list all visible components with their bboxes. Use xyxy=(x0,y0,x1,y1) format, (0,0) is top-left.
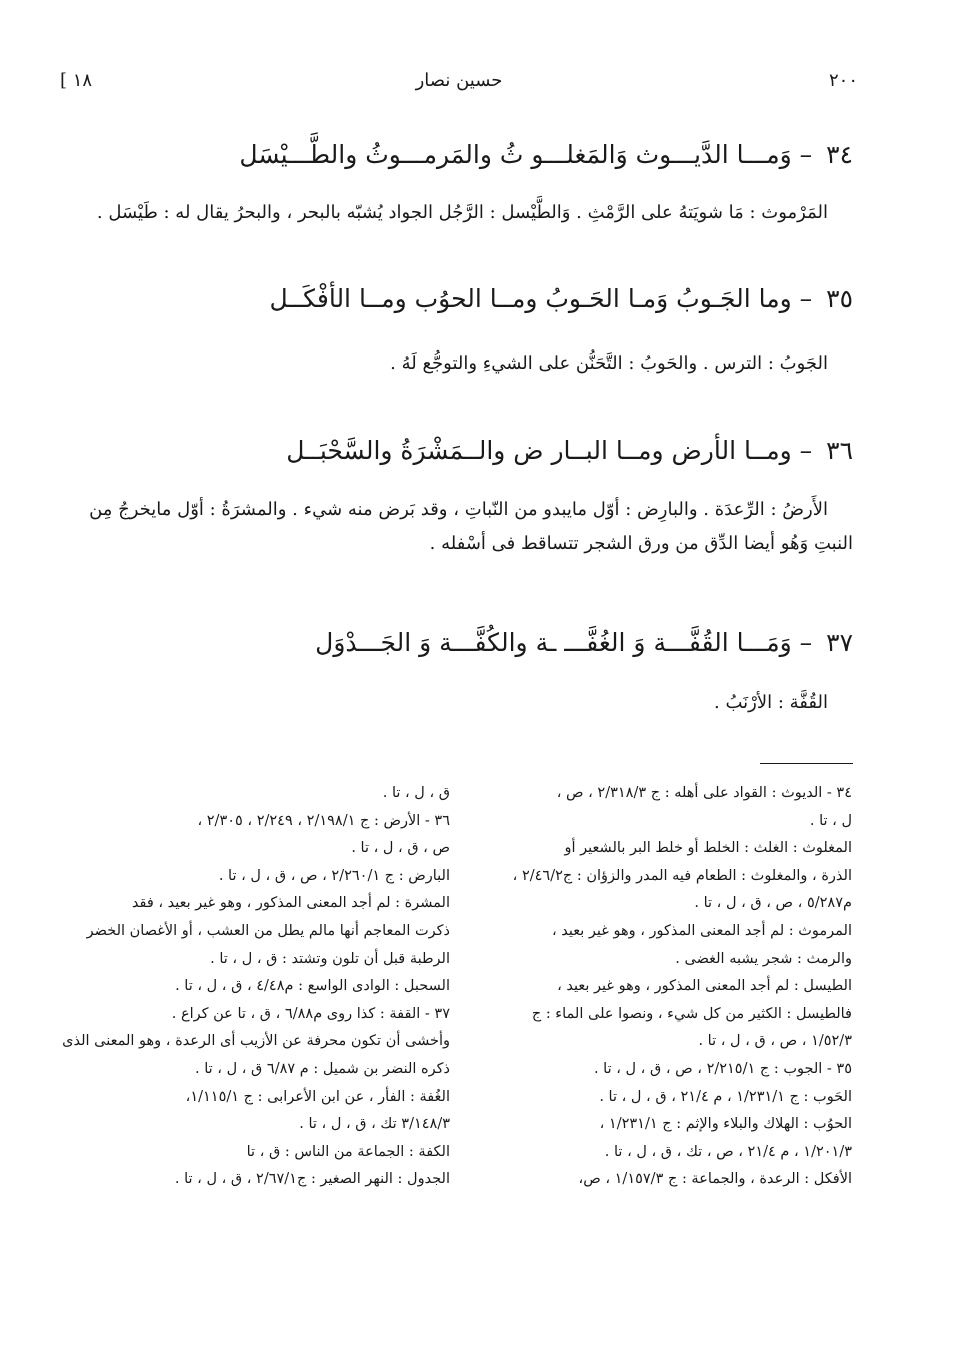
footnote-line: ٣٦ - الأرض : ج ٢/١٩٨/١ ، ٢/٢٤٩ ، ٢/٣٠٥ ، xyxy=(197,812,450,829)
footnote-line: ٣/١٤٨/٣ تك ، ق ، ل ، تا . xyxy=(299,1116,450,1133)
footnote-line: ل ، تا . xyxy=(809,812,852,829)
footnote-line: ١/٢٠١/٣ ، م ٢١/٤ ، ص ، تك ، ق ، ل ، تا . xyxy=(604,1143,852,1160)
verse-text: وَمـــا الدَّيـــوث وَالمَغلـــو ثُ والمَرمـــوثُ والطَّـــيْسَل xyxy=(239,140,792,169)
footnote-line: السحبل : الوادى الواسع : م٤/٤٨ ، ق ، ل ، تا . xyxy=(175,978,450,995)
verse-36 xyxy=(130,436,853,465)
footnote-line: ذكرت المعاجم أنها مالم يطل من العشب ، أو الأغصان الخضر xyxy=(86,922,450,939)
footnote-line: الرطبة قبل أن تلون وتشتد : ق ، ل ، تا . xyxy=(210,950,450,967)
verse-number: ٣٥ xyxy=(826,284,853,313)
gloss-line: الأَرضُ : الرِّعدَة . والبارِض : أوّل مايبدو من النّباتِ ، وقد بَرض منه شيء . والمشرَةُ : أوّل مايخرجُ مِن xyxy=(89,499,828,520)
footnote-line: فالطيسل : الكثير من كل شيء ، ونصوا على الماء : ج xyxy=(531,1005,852,1022)
page-header xyxy=(60,70,858,100)
verse-text: وَمَـــا القُفَّـــة وَ الغُفَّـــ ـة والكُفَّـــة وَ الجَـــدْوَل xyxy=(315,628,792,657)
gloss-line: النبتِ وَهُو أيضا الدِّق من ورق الشجر تتساقط فى أسْفله . xyxy=(429,533,853,554)
verse-37 xyxy=(130,628,853,657)
dash: – xyxy=(791,140,813,169)
footnote-line: ٣٤ - الديوث : القواد على أهله : ج ٢/٣١٨/٣ ، ص ، xyxy=(556,785,852,801)
dash: – xyxy=(791,284,813,313)
footnote-line: الطيسل : لم أجد المعنى المذكور ، وهو غير بعيد ، xyxy=(557,978,852,995)
gloss-34 xyxy=(60,196,828,230)
footnote-line: الغُفة : الفأر ، عن ابن الأعرابى : ج ١/١١٥/١، xyxy=(185,1088,450,1105)
footnote-line: البارض : ج ٢/٢٦٠/١ ، ص ، ق ، ل ، تا . xyxy=(218,867,450,884)
footnote-line: م٥/٢٨٧ ، ص ، ق ، ل ، تا . xyxy=(694,895,852,912)
footnote-line: ق ، ل ، تا . xyxy=(382,785,450,801)
footnotes-right-column xyxy=(478,780,852,1194)
verse-number: ٣٤ xyxy=(826,140,853,169)
footnote-line: ذكره النضر بن شميل : م ٦/٨٧ ق ، ل ، تا . xyxy=(195,1060,450,1077)
gloss-36 xyxy=(60,493,853,561)
footnote-line: ١/٥٢/٣ ، ص ، ق ، ل ، تا . xyxy=(698,1033,852,1050)
verse-35 xyxy=(130,284,853,313)
verse-text: وما الجَـوبُ وَمـا الحَـوبُ ومــا الحوُب ومــا الأفْكَــل xyxy=(269,284,792,313)
footnote-line: المشرة : لم أجد المعنى المذكور ، وهو غير بعيد ، فقد xyxy=(131,895,450,912)
header-corner: [ ١٨ xyxy=(60,70,93,91)
footnote-line: والرمث : شجر يشبه الغضى . xyxy=(675,950,852,967)
footnote-line: وأخشى أن تكون محرفة عن الأزيب أى الرعدة ، وهو المعنى الذى xyxy=(62,1033,450,1050)
running-head-author: حسين نصار xyxy=(415,70,503,91)
footnote-line: ص ، ق ، ل ، تا . xyxy=(351,840,450,857)
footnote-line: الجدول : النهر الصغير : ج٢/٦٧/١ ، ق ، ل ، تا . xyxy=(174,1171,450,1188)
dash: – xyxy=(791,628,813,657)
footnote-line: الكفة : الجماعة من الناس : ق ، تا xyxy=(246,1143,450,1160)
footnote-line: الحوُب : الهلاك والبلاء والإثم : ج ١/٢٣١/١ ، xyxy=(599,1116,852,1133)
gloss-37 xyxy=(500,686,828,720)
verse-number: ٣٧ xyxy=(826,628,853,657)
dash: – xyxy=(791,436,813,465)
footnote-rule xyxy=(760,763,853,764)
verse-34 xyxy=(130,140,853,169)
footnote-line: المغلوث : الغلث : الخلط أو خلط البر بالشعير أو xyxy=(564,840,852,857)
footnotes-left-column xyxy=(60,780,450,1194)
gloss-line: المَرْموث : مَا شويَتهُ على الرَّمْثِ . وَالطَّيْسل : الرَّجُل الجواد يُشبّه بالبحر ، والبحرُ يقال له : طَيْسَل . xyxy=(96,202,828,223)
footnote-line: الحَوب : ج ١/٢٣١/١ ، م ٢١/٤ ، ق ، ل ، تا . xyxy=(599,1088,852,1105)
footnote-line: ٣٧ - القفة : كذا روى م٦/٨٨ ، ق ، تا عن كراع . xyxy=(171,1005,450,1022)
gloss-line: القُفَّة : الأرْنَبُ . xyxy=(714,692,828,713)
verse-number: ٣٦ xyxy=(826,436,853,465)
footnote-line: المرموث : لم أجد المعنى المذكور ، وهو غير بعيد ، xyxy=(552,922,852,939)
gloss-35 xyxy=(300,347,828,381)
footnote-line: ٣٥ - الجوب : ج ٢/٢١٥/١ ، ص ، ق ، ل ، تا . xyxy=(593,1060,852,1077)
verse-text: ومــا الأرض ومــا البــار ض والــمَشْرَةُ والسَّحْبَــل xyxy=(286,436,792,465)
footnote-line: الأفكل : الرعدة ، والجماعة : ج ١/١٥٧/٣ ، ص، xyxy=(578,1171,852,1188)
footnote-line: الذرة ، والمغلوث : الطعام فيه المدر والزؤان : ج٢/٤٦/٢ ، xyxy=(512,867,852,884)
page-number: ٢٠٠ xyxy=(828,70,858,91)
gloss-line: الجَوبُ : الترس . والحَوبُ : التَّحَنُّن على الشيءِ والتوجُّع لَهُ . xyxy=(390,353,828,374)
